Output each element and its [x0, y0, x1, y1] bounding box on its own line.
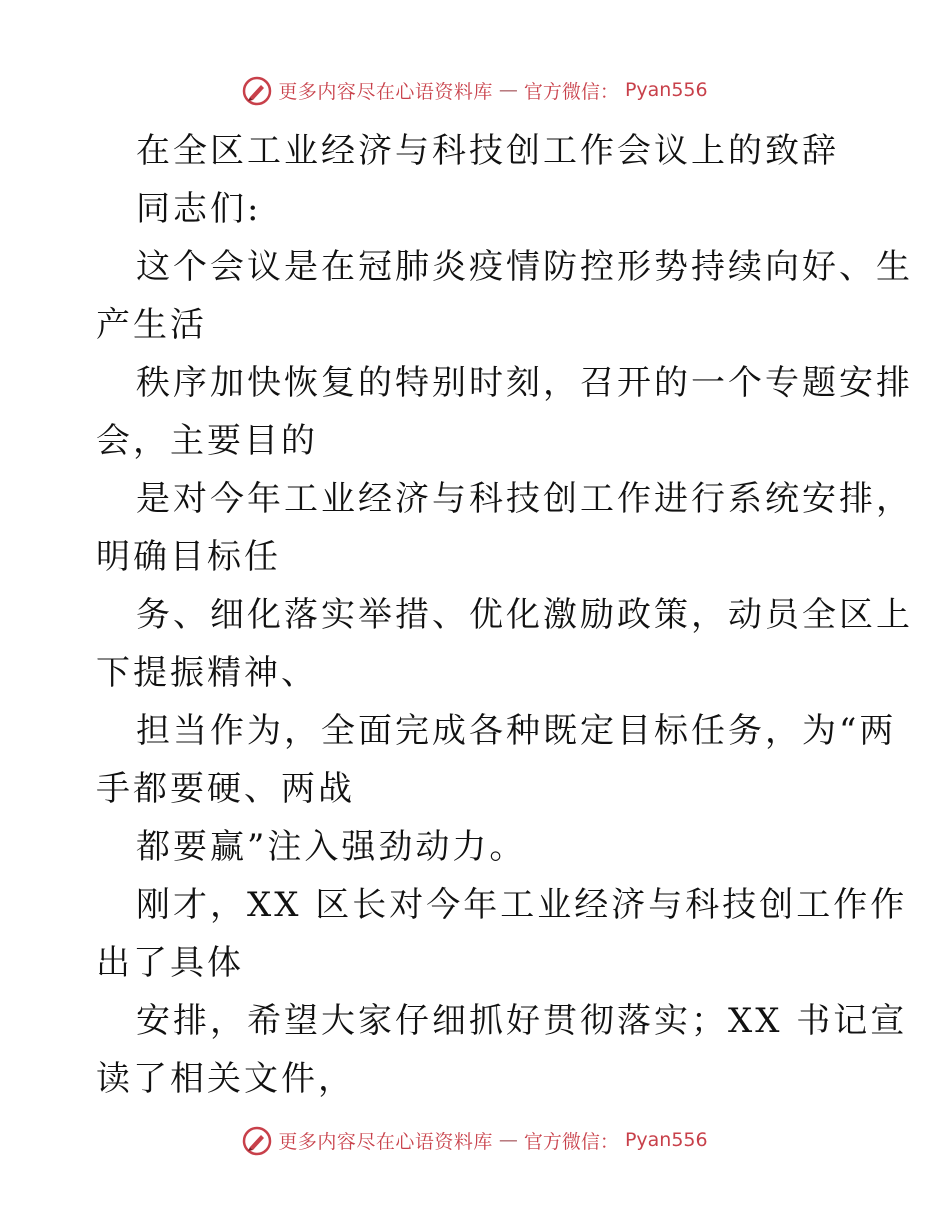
watermark-wechat-label: 官方微信：: [523, 1130, 619, 1153]
text-line: 务、细化落实举措、优化激励政策，动员全区上: [136, 595, 913, 635]
text-line: 读了相关文件，: [96, 1059, 355, 1099]
watermark-dash: —: [498, 1129, 518, 1151]
text-line: 安排，希望大家仔细抓好贯彻落实；XX 书记宣: [136, 1001, 908, 1041]
text-line: 产生活: [96, 305, 207, 345]
text-line: 是对今年工业经济与科技创工作进行系统安排，: [136, 479, 913, 519]
footer-watermark: [0, 1120, 950, 1160]
watermark-text: 更多内容尽在心语资料库: [278, 80, 493, 103]
salutation: 同志们:: [136, 189, 262, 229]
pen-logo-icon: [242, 76, 272, 106]
watermark-wechat-id: Pyan556: [624, 79, 708, 101]
text-line: 出了具体: [96, 943, 244, 983]
text-line: 手都要硬、两战: [96, 769, 355, 809]
pen-logo-icon: [242, 1126, 272, 1156]
text-line: 下提振精神、: [96, 653, 318, 693]
document-title: 在全区工业经济与科技创工作会议上的致辞: [136, 131, 839, 171]
text-line: 刚才，XX 区长对今年工业经济与科技创工作作: [136, 885, 908, 925]
text-line: 秩序加快恢复的特别时刻，召开的一个专题安排: [136, 363, 913, 403]
watermark-wechat-id: Pyan556: [624, 1129, 708, 1151]
header-watermark: [0, 70, 950, 110]
text-line: 明确目标任: [96, 537, 281, 577]
text-line: 都要赢”注入强劲动力。: [136, 827, 527, 867]
text-line: 这个会议是在冠肺炎疫情防控形势持续向好、生: [136, 247, 913, 287]
watermark-text: 更多内容尽在心语资料库: [278, 1130, 493, 1153]
watermark-wechat-label: 官方微信：: [523, 80, 619, 103]
document-body: [96, 122, 913, 1108]
text-line: 会，主要目的: [96, 421, 318, 461]
watermark-dash: —: [498, 79, 518, 101]
text-line: 担当作为，全面完成各种既定目标任务，为“两: [136, 711, 897, 751]
